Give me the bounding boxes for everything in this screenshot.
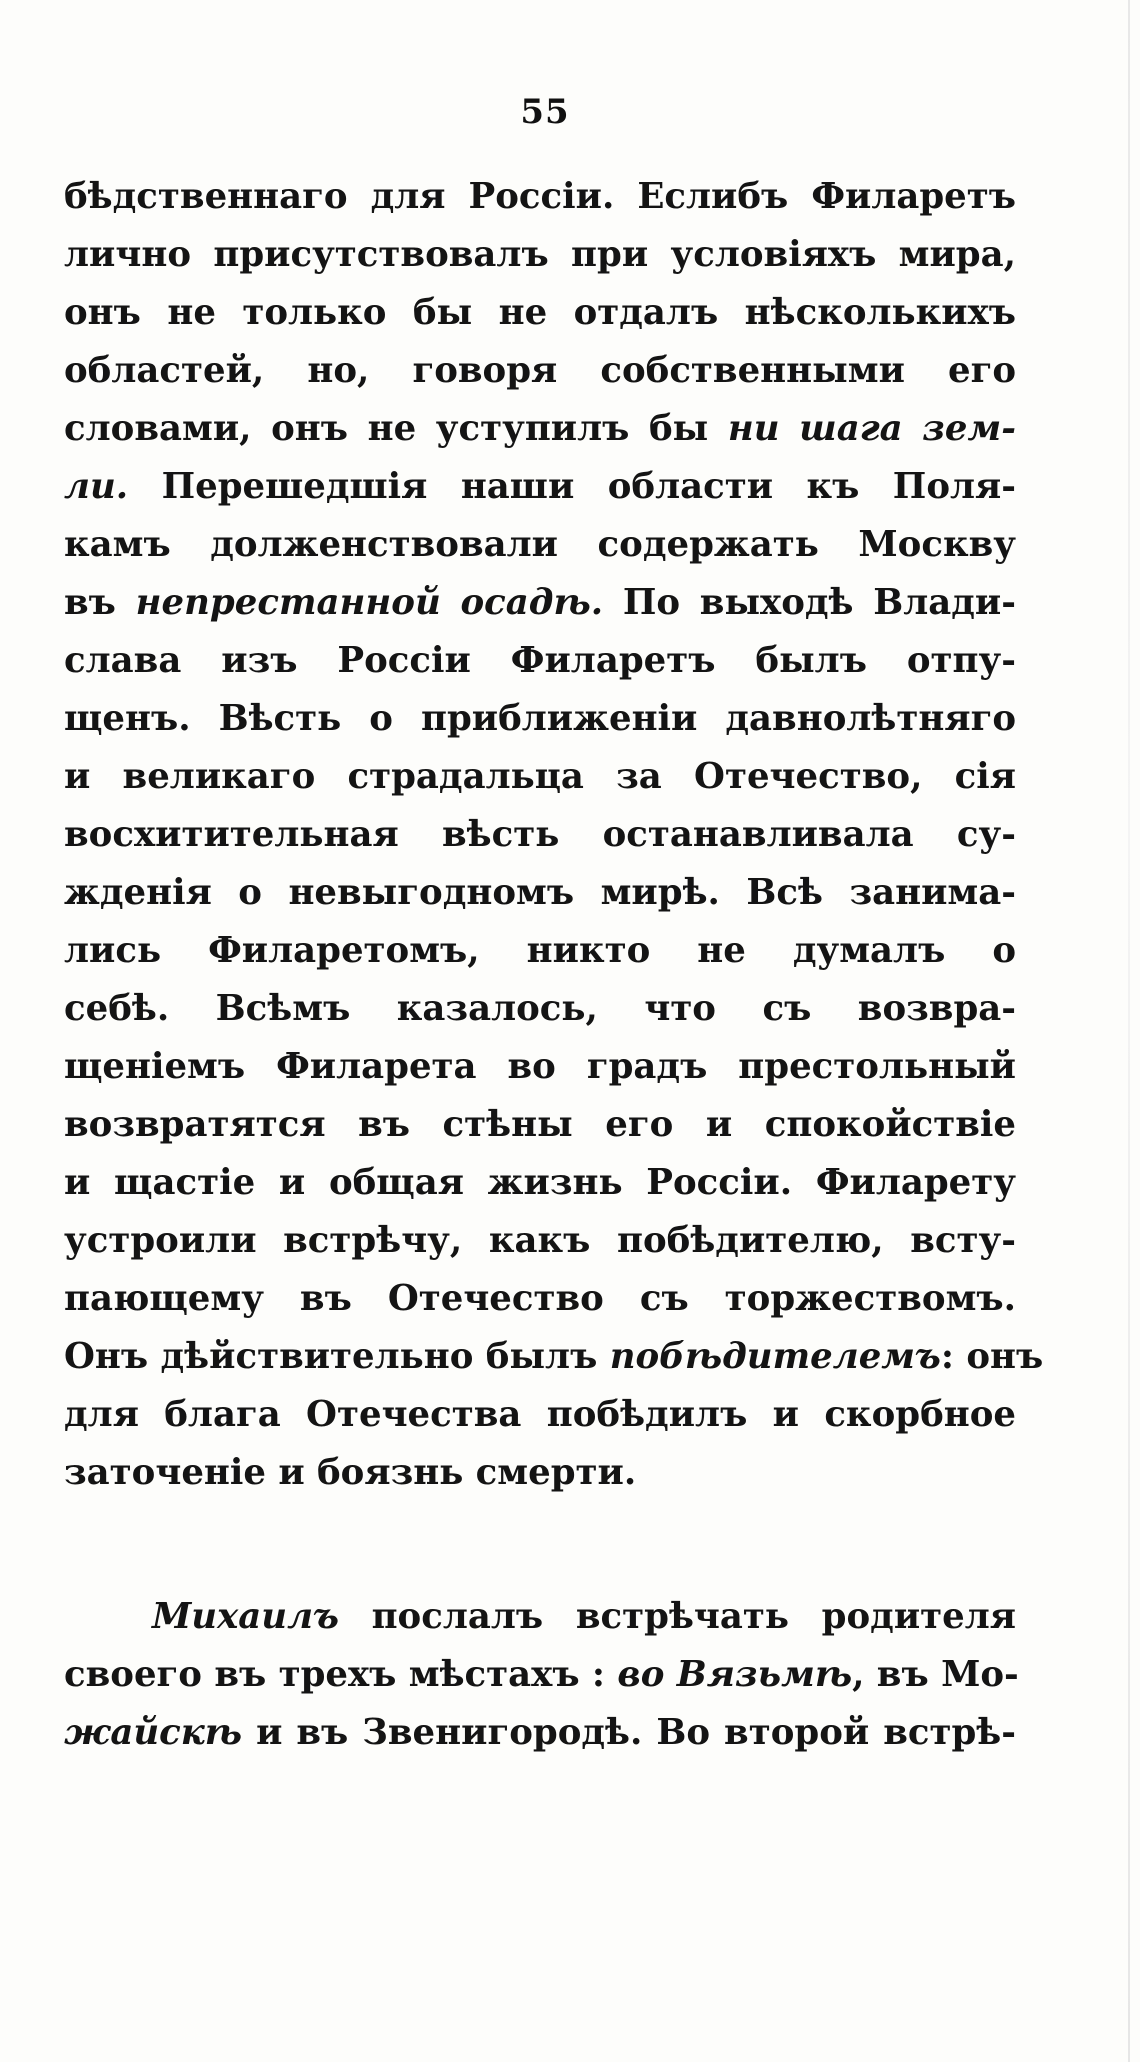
line-text: своего въ трехъ мѣстахъ : (64, 1654, 618, 1695)
text-line (64, 226, 1016, 284)
text-line (64, 400, 1016, 458)
text-line (64, 1038, 1016, 1096)
text-line (64, 806, 1016, 864)
line-text: бѣдственнаго для Россіи. Еслибъ Филаретъ (64, 176, 1016, 217)
line-text-tail: и въ Звенигородѣ. Во второй встрѣ- (242, 1712, 1016, 1753)
line-text: пающему въ Отечество съ торжествомъ. (64, 1278, 1016, 1319)
line-text: онъ не только бы не отдалъ нѣсколькихъ (64, 292, 1016, 333)
line-text: восхитительная вѣсть останавливала су- (64, 814, 1016, 855)
text-line (64, 458, 1016, 516)
text-line (64, 168, 1016, 226)
line-italic-text: непрестанной осадѣ. (135, 582, 604, 623)
line-text: устроили встрѣчу, какъ побѣдителю, всту- (64, 1220, 1016, 1261)
text-line (64, 1096, 1016, 1154)
line-text: жденія о невыгодномъ мирѣ. Всѣ занима- (64, 872, 1016, 913)
line-text: себѣ. Всѣмъ казалось, что съ возвра- (64, 988, 1016, 1029)
paragraph-2 (64, 1588, 1019, 1762)
line-text: словами, онъ не уступилъ бы (64, 408, 728, 449)
line-text: щеніемъ Филарета во градъ престольный (64, 1046, 1016, 1087)
text-line (64, 1328, 1044, 1386)
line-text: заточеніе и боязнь смерти. (64, 1452, 637, 1493)
text-line (64, 342, 1016, 400)
line-text: Онъ дѣйствительно былъ (64, 1336, 610, 1377)
line-italic-text: жайскѣ (64, 1712, 243, 1753)
line-text: областей, но, говоря собственными его (64, 350, 1016, 391)
line-text: въ (64, 582, 136, 623)
text-line (64, 748, 1016, 806)
line-text: возвратятся въ стѣны его и спокойствіе (64, 1104, 1016, 1145)
line-text: камъ долженствовали содержать Москву (64, 524, 1016, 565)
text-line (64, 690, 1016, 748)
line-text-tail: , въ Мо- (852, 1654, 1019, 1695)
text-line (64, 864, 1016, 922)
line-text-tail: : онъ (940, 1336, 1044, 1377)
line-text-tail: По выходѣ Влади- (603, 582, 1016, 623)
line-text: и великаго страдальца за Отечество, сія (64, 756, 1016, 797)
text-line (64, 1386, 1016, 1444)
page-number: 55 (520, 92, 570, 132)
line-text-tail: послалъ встрѣчать родителя (338, 1596, 1016, 1637)
text-line (64, 632, 1016, 690)
paragraph-1 (64, 168, 1044, 1502)
line-italic-text: ли. (64, 466, 129, 507)
text-line (64, 1154, 1016, 1212)
text-line (64, 284, 1016, 342)
line-text-tail: Перешедшія наши области къ Поля- (128, 466, 1016, 507)
text-line (64, 1588, 1016, 1646)
line-text: слава изъ Россіи Филаретъ былъ отпу- (64, 640, 1016, 681)
text-line (64, 1444, 1016, 1502)
line-italic-text: ни шага зем- (727, 408, 1016, 449)
text-line (64, 516, 1016, 574)
text-line (64, 1704, 1016, 1762)
line-text: для блага Отечества побѣдилъ и скорбное (64, 1394, 1016, 1435)
text-line (64, 574, 1016, 632)
text-line (64, 1646, 1019, 1704)
text-line (64, 1212, 1016, 1270)
line-italic-text: во Вязьмѣ (617, 1654, 853, 1695)
line-italic-text: побѣдителемъ (609, 1336, 941, 1377)
text-line (64, 980, 1016, 1038)
line-text: и щастіе и общая жизнь Россіи. Филарету (64, 1162, 1016, 1203)
line-text: лись Филаретомъ, никто не думалъ о (64, 930, 1016, 971)
line-text: лично присутствовалъ при условіяхъ мира, (64, 234, 1016, 275)
line-text: щенъ. Вѣсть о приближеніи давнолѣтняго (64, 698, 1016, 739)
page-edge (1128, 0, 1130, 2062)
text-line (64, 922, 1016, 980)
text-line (64, 1270, 1016, 1328)
line-italic-text: Михаилъ (152, 1596, 339, 1637)
